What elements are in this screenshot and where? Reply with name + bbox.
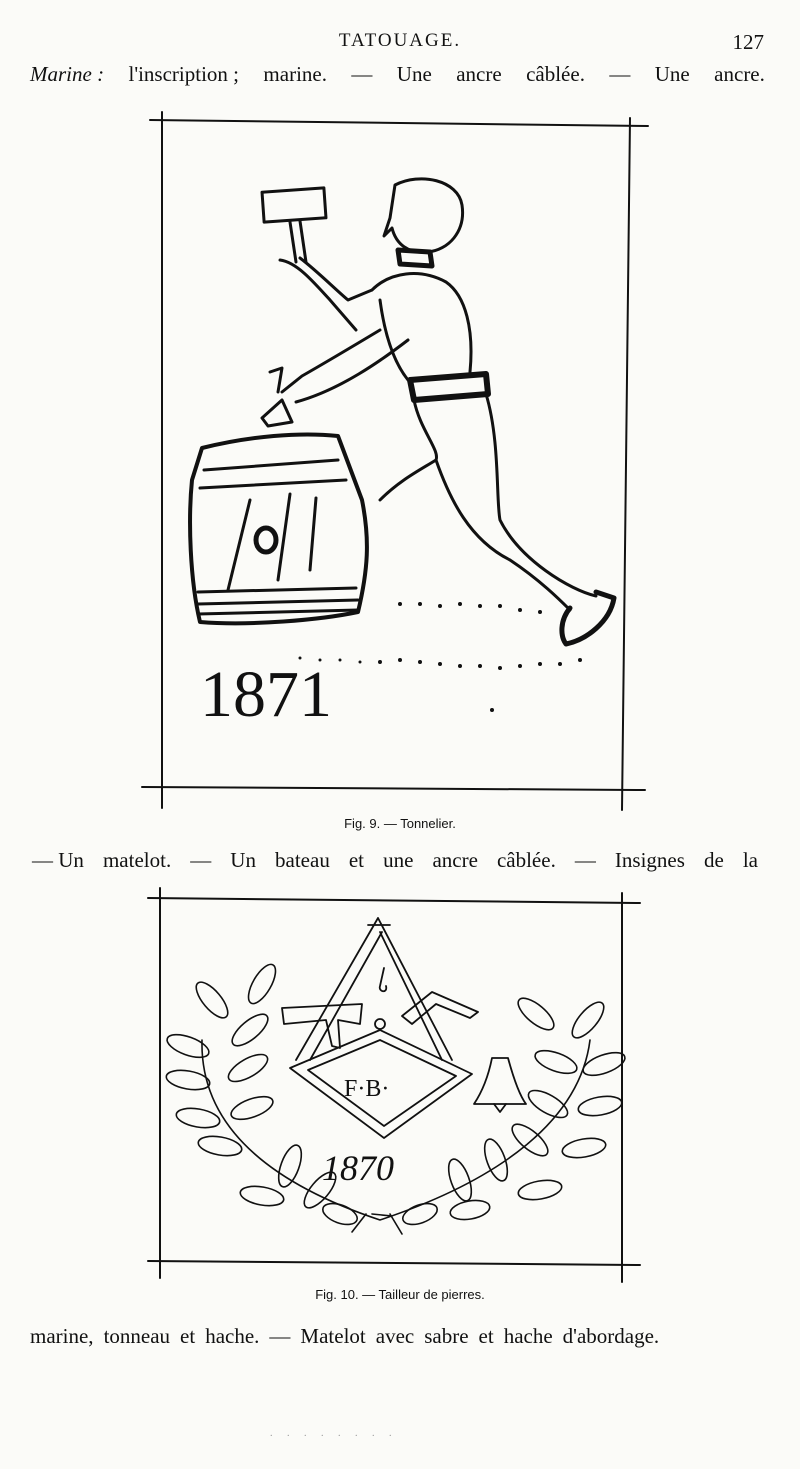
- word: ancre: [456, 62, 502, 86]
- figure-9-caption: Fig. 9. — Tonnelier.: [344, 816, 456, 831]
- word: — Un: [32, 848, 84, 872]
- word: Marine :: [30, 62, 105, 86]
- figure-10-tailleur-de-pierres: [0, 885, 800, 1285]
- frame-line: [150, 120, 648, 126]
- word: câblée.: [496, 848, 556, 872]
- figure-10-caption: Fig. 10. — Tailleur de pierres.: [315, 1287, 485, 1302]
- word: Un: [230, 848, 256, 872]
- dotted-marks: [299, 602, 583, 712]
- figure-9-tonnelier: [0, 95, 800, 815]
- text-line-1: [30, 62, 765, 87]
- word: hache: [503, 1324, 553, 1348]
- word: câblée.: [526, 62, 585, 86]
- frame-line: [142, 787, 645, 790]
- word: une: [383, 848, 414, 872]
- word: sabre: [424, 1324, 469, 1348]
- word: et: [348, 848, 365, 872]
- word: et: [180, 1324, 196, 1348]
- word: —: [351, 62, 373, 86]
- word: marine.: [263, 62, 327, 86]
- figure-9-date: 1871: [200, 658, 332, 731]
- word: marine,: [30, 1324, 94, 1348]
- word: ancre.: [714, 62, 765, 86]
- word: hache.: [205, 1324, 260, 1348]
- frame-line: [622, 118, 630, 810]
- page-footer-marks: . . . . . . . .: [270, 1428, 398, 1439]
- figure-10-initials: F·B·: [344, 1076, 390, 1102]
- laurel-wreath: [164, 960, 628, 1234]
- word: Une: [396, 62, 432, 86]
- figure-10-date: 1870: [322, 1148, 394, 1188]
- word: avec: [375, 1324, 415, 1348]
- text-line-3: [30, 1324, 765, 1349]
- word: tonneau: [103, 1324, 171, 1348]
- word: d'abordage.: [562, 1324, 660, 1348]
- page-number: 127: [732, 30, 764, 54]
- frame-line: [148, 1261, 640, 1265]
- word: —: [574, 848, 596, 872]
- text-line-2: [32, 848, 758, 873]
- word: —: [609, 62, 631, 86]
- word: —: [190, 848, 212, 872]
- word: matelot.: [102, 848, 172, 872]
- word: la: [742, 848, 758, 872]
- compass-square-emblem: [282, 918, 526, 1138]
- cooper-figure: [190, 179, 614, 644]
- word: de: [703, 848, 724, 872]
- word: Insignes: [614, 848, 685, 872]
- word: bateau: [275, 848, 330, 872]
- word: Matelot: [300, 1324, 366, 1348]
- word: Une: [654, 62, 690, 86]
- frame-line: [148, 898, 640, 903]
- word: ancre: [432, 848, 478, 872]
- word: l'inscription ;: [128, 62, 240, 86]
- running-title: TATOUAGE.: [338, 30, 462, 51]
- word: —: [269, 1324, 291, 1348]
- word: et: [478, 1324, 494, 1348]
